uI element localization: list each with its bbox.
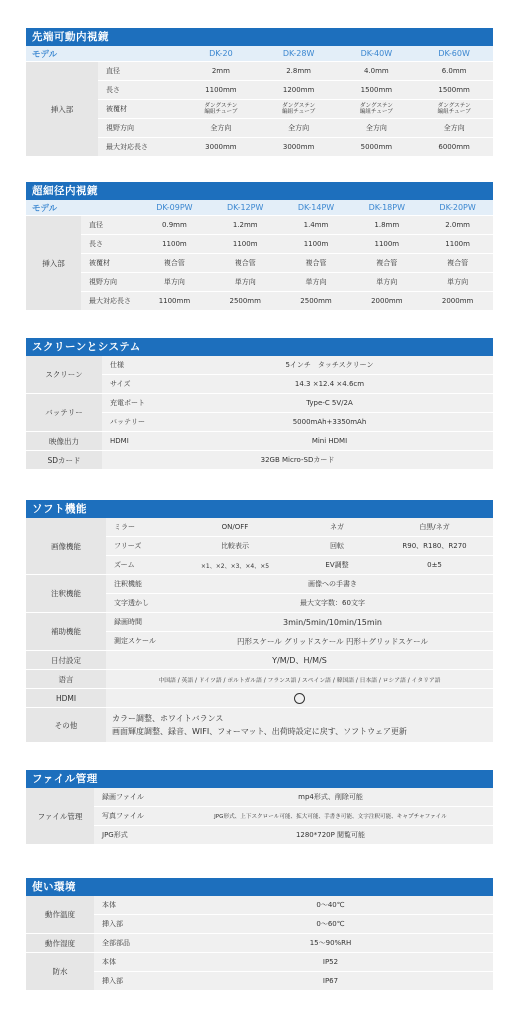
cell: 単方向 <box>281 273 352 292</box>
row-label: 充電ポート <box>102 394 166 413</box>
model-row <box>26 200 493 216</box>
cell: Mini HDMI <box>166 432 493 451</box>
cell: 0～40℃ <box>168 896 493 915</box>
category-label: バッテリー <box>26 394 102 432</box>
cell: 1100m <box>422 235 493 254</box>
cell: ダングステン 編組チューブ <box>337 100 415 119</box>
cell <box>106 708 493 743</box>
cell: ON/OFF <box>172 518 298 537</box>
cell: mp4形式、削除可能 <box>168 788 493 807</box>
cell: 0±5 <box>376 556 493 575</box>
category-label: 防水 <box>26 953 94 991</box>
spec-table <box>26 200 493 311</box>
spec-table <box>26 788 493 845</box>
row-label: 全部部品 <box>94 934 168 953</box>
cell: 単方向 <box>422 273 493 292</box>
model-name: DK-40W <box>337 46 415 62</box>
cell: 2000mm <box>422 292 493 311</box>
cell: 2000mm <box>351 292 422 311</box>
table-row <box>26 788 493 807</box>
category-label: 映像出力 <box>26 432 102 451</box>
table-row <box>26 689 493 708</box>
section-title: 超細径内視鏡 <box>26 182 493 200</box>
cell: 5インチ タッチスクリーン <box>166 356 493 375</box>
cell: 15～90%RH <box>168 934 493 953</box>
category-label: HDMI <box>26 689 106 708</box>
cell: 中国語 / 英語 / ドイツ語 / ポルトガル語 / フランス語 / スペイン語 / 韓国語 / 日本語 / ロシア語 / イタリア語 <box>106 670 493 689</box>
category-label: 動作温度 <box>26 896 94 934</box>
spec-table <box>26 518 493 743</box>
section-title: ソフト機能 <box>26 500 493 518</box>
cell: 単方向 <box>210 273 281 292</box>
category-label: その他 <box>26 708 106 743</box>
table-row <box>26 613 493 632</box>
row-label: 被覆材 <box>81 254 139 273</box>
spec-table <box>26 46 493 157</box>
cell: ダングステン 編組チューブ <box>260 100 338 119</box>
row-label: 挿入部 <box>94 972 168 991</box>
row-label: JPG形式 <box>94 826 168 845</box>
cell: 3min/5min/10min/15min <box>172 613 493 632</box>
row-label: ズーム <box>106 556 172 575</box>
cell <box>106 689 493 708</box>
row-label: 視野方向 <box>81 273 139 292</box>
category-label: 挿入部 <box>26 216 81 311</box>
table-row <box>26 934 493 953</box>
cell: 1100m <box>281 235 352 254</box>
cell: 1100mm <box>139 292 210 311</box>
cell: 1.2mm <box>210 216 281 235</box>
row-label: 注釈機能 <box>106 575 172 594</box>
table-row <box>26 708 493 743</box>
cell: 1280*720P 閲覧可能 <box>168 826 493 845</box>
model-name: DK-20PW <box>422 200 493 216</box>
cell: 全方向 <box>337 119 415 138</box>
section-articulating-endoscope <box>26 28 493 157</box>
table-row <box>26 518 493 537</box>
cell: 複合管 <box>351 254 422 273</box>
row-label: 測定スケール <box>106 632 172 651</box>
row-label: 文字透かし <box>106 594 172 613</box>
table-row <box>26 432 493 451</box>
cell: 3000mm <box>182 138 260 157</box>
cell: 4.0mm <box>337 62 415 81</box>
cell: 最大文字数：60文字 <box>172 594 493 613</box>
table-row <box>26 972 493 991</box>
section-screen-system <box>26 338 493 470</box>
section-software-functions <box>26 500 493 743</box>
table-row <box>26 826 493 845</box>
model-name: DK-20 <box>182 46 260 62</box>
section-operating-environment <box>26 878 493 991</box>
cell: 複合管 <box>422 254 493 273</box>
cell: 1.8mm <box>351 216 422 235</box>
cell: 単方向 <box>351 273 422 292</box>
cell: 1100m <box>210 235 281 254</box>
model-name: DK-28W <box>260 46 338 62</box>
row-label: 本体 <box>94 896 168 915</box>
cell: JPG形式、上下スクロール可能、拡大可能、手書き可能、文字注釈可能、キャプチャファイル <box>168 807 493 826</box>
table-row <box>26 651 493 670</box>
row-label: 仕様 <box>102 356 166 375</box>
cell: 1100m <box>351 235 422 254</box>
cell: 1.4mm <box>281 216 352 235</box>
row-label: 長さ <box>98 81 182 100</box>
cell: 画像への手書き <box>172 575 493 594</box>
row-label: 録画時間 <box>106 613 172 632</box>
table-row <box>26 575 493 594</box>
row-label: ミラー <box>106 518 172 537</box>
category-label: SDカード <box>26 451 102 470</box>
cell: 複合管 <box>281 254 352 273</box>
cell: 14.3 ×12.4 ×4.6cm <box>166 375 493 394</box>
model-name: DK-14PW <box>281 200 352 216</box>
cell: 白黒/ネガ <box>376 518 493 537</box>
row-label: 最大対応長さ <box>81 292 139 311</box>
cell: 単方向 <box>139 273 210 292</box>
table-row <box>26 670 493 689</box>
table-row <box>26 254 493 273</box>
cell: IP67 <box>168 972 493 991</box>
table-row <box>26 451 493 470</box>
category-label: 日付設定 <box>26 651 106 670</box>
table-row <box>26 807 493 826</box>
spec-table <box>26 896 493 991</box>
cell: 2mm <box>182 62 260 81</box>
cell: 全方向 <box>260 119 338 138</box>
model-name: DK-12PW <box>210 200 281 216</box>
cell: 比較表示 <box>172 537 298 556</box>
row-label: EV調整 <box>298 556 376 575</box>
cell: 6.0mm <box>415 62 493 81</box>
section-title: ファイル管理 <box>26 770 493 788</box>
row-label: サイズ <box>102 375 166 394</box>
cell: 複合管 <box>139 254 210 273</box>
cell: 6000mm <box>415 138 493 157</box>
table-row <box>26 356 493 375</box>
section-title: 使い環境 <box>26 878 493 896</box>
cell: ×1、×2、×3、×4、×5 <box>172 556 298 575</box>
row-label: ネガ <box>298 518 376 537</box>
cell: 0.9mm <box>139 216 210 235</box>
cell: 32GB Micro-SDカード <box>102 451 493 470</box>
row-label: バッテリー <box>102 413 166 432</box>
table-row <box>26 896 493 915</box>
row-label: 回転 <box>298 537 376 556</box>
section-title: 先端可動内視鏡 <box>26 28 493 46</box>
cell: 2500mm <box>210 292 281 311</box>
row-label: 直径 <box>98 62 182 81</box>
table-row <box>26 915 493 934</box>
cell: R90、R180、R270 <box>376 537 493 556</box>
cell: 5000mAh+3350mAh <box>166 413 493 432</box>
cell: 5000mm <box>337 138 415 157</box>
row-label: 本体 <box>94 953 168 972</box>
cell: 2500mm <box>281 292 352 311</box>
section-file-management <box>26 770 493 845</box>
cell: IP52 <box>168 953 493 972</box>
table-row <box>26 216 493 235</box>
spec-table <box>26 356 493 470</box>
model-row <box>26 46 493 62</box>
table-row <box>26 273 493 292</box>
row-label: 録画ファイル <box>94 788 168 807</box>
table-row <box>26 292 493 311</box>
cell: 複合管 <box>210 254 281 273</box>
cell: 1500mm <box>415 81 493 100</box>
cell: 0～60℃ <box>168 915 493 934</box>
row-label: 直径 <box>81 216 139 235</box>
model-label: モデル <box>26 200 139 216</box>
cell: 全方向 <box>415 119 493 138</box>
row-label: 長さ <box>81 235 139 254</box>
table-row <box>26 62 493 81</box>
row-label: 写真ファイル <box>94 807 168 826</box>
section-title: スクリーンとシステム <box>26 338 493 356</box>
category-label: 動作湿度 <box>26 934 94 953</box>
model-label: モデル <box>26 46 182 62</box>
cell: Y/M/D、H/M/S <box>106 651 493 670</box>
table-row <box>26 394 493 413</box>
category-label: ファイル管理 <box>26 788 94 845</box>
row-label: 視野方向 <box>98 119 182 138</box>
row-label: 最大対応長さ <box>98 138 182 157</box>
cell: ダングステン 編組チューブ <box>415 100 493 119</box>
row-label: 挿入部 <box>94 915 168 934</box>
row-label: 被覆材 <box>98 100 182 119</box>
model-name: DK-18PW <box>351 200 422 216</box>
category-label: 语言 <box>26 670 106 689</box>
supported-circle-icon <box>294 693 305 704</box>
model-name: DK-09PW <box>139 200 210 216</box>
row-label: フリーズ <box>106 537 172 556</box>
section-ultrathin-endoscope <box>26 182 493 311</box>
cell: 1200mm <box>260 81 338 100</box>
cell: 1100m <box>139 235 210 254</box>
category-label: 補助機能 <box>26 613 106 651</box>
table-row <box>26 953 493 972</box>
cell: 円形スケール グリッドスケール 円形＋グリッドスケール <box>172 632 493 651</box>
cell: 1100mm <box>182 81 260 100</box>
other-line: 画面輝度調整、録音、WIFI、フォーマット、出荷時設定に戻す、ソフトウェア更新 <box>112 727 407 736</box>
model-name: DK-60W <box>415 46 493 62</box>
category-label: 画像機能 <box>26 518 106 575</box>
cell: 全方向 <box>182 119 260 138</box>
cell: 3000mm <box>260 138 338 157</box>
table-row <box>26 235 493 254</box>
category-label: 挿入部 <box>26 62 98 157</box>
category-label: 注釈機能 <box>26 575 106 613</box>
cell: ダングステン 編組チューブ <box>182 100 260 119</box>
cell: 1500mm <box>337 81 415 100</box>
category-label: スクリーン <box>26 356 102 394</box>
row-label: HDMI <box>102 432 166 451</box>
other-line: カラー調整、ホワイトバランス <box>112 714 224 723</box>
cell: Type-C 5V/2A <box>166 394 493 413</box>
cell: 2.8mm <box>260 62 338 81</box>
cell: 2.0mm <box>422 216 493 235</box>
